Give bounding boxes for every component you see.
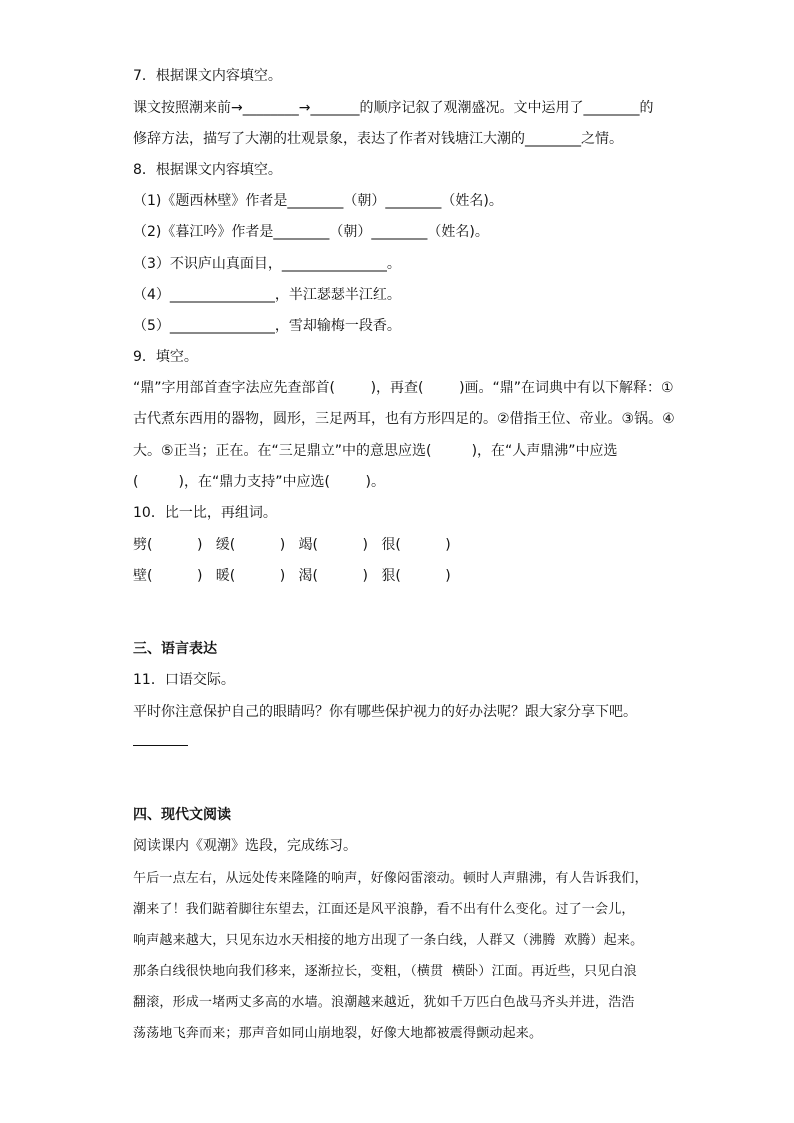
passage-line-4: 那条白线很快地向我们移来，逐渐拉长，变粗，（横贯 横卧）江面。再近些，只见白浪 [133, 964, 637, 979]
q8-item-4: （4）_______________，半江瑟瑟半江红。 [133, 287, 401, 303]
reading-intro: 阅读课内《观潮》选段，完成练习。 [133, 838, 357, 854]
q7-line-1: 课文按照潮来前→________→_______的顺序记叙了观潮盛况。文中运用了________的 [133, 100, 654, 116]
q8-item-5: （5）_______________，雪却输梅一段香。 [133, 318, 401, 334]
q9-line-4: ( )，在“鼎力支持”中应选( )。 [133, 474, 386, 490]
q9-line-2: 古代煮东西用的器物，圆形，三足两耳，也有方形四足的。②借指王位、帝业。③锅。④ [133, 411, 675, 427]
answer-blank-line [133, 745, 188, 746]
q11-text: 平时你注意保护自己的眼睛吗？你有哪些保护视力的好办法呢？跟大家分享下吧。 [133, 704, 637, 720]
q9-line-1: “鼎”字用部首查字法应先查部首( )，再查( )画。“鼎”在词典中有以下解释：① [133, 380, 674, 396]
passage-line-5: 翻滚，形成一堵两丈多高的水墙。浪潮越来越近，犹如千万匹白色战马齐头并进，浩浩 [133, 995, 635, 1010]
passage-line-1: 午后一点左右，从远处传来隆隆的响声，好像闷雷滚动。顿时人声鼎沸，有人告诉我们， [133, 871, 648, 886]
q8-item-3: （3）不识庐山真面目，_______________。 [133, 256, 401, 272]
q8-item-1: （1)《题西林壁》作者是________（朝）________（姓名)。 [133, 193, 503, 209]
passage-line-6: 荡荡地飞奔而来；那声音如同山崩地裂，好像大地都被震得颤动起来。 [133, 1026, 543, 1041]
section-3-heading: 三、语言表达 [133, 641, 217, 657]
q9-title: 9．填空。 [133, 349, 198, 365]
q10-row-2: 壁( ) 暖( ) 渴( ) 狠( ) [133, 568, 451, 584]
q8-item-2: （2)《暮江吟》作者是________（朝）________（姓名)。 [133, 224, 489, 240]
section-4-heading: 四、现代文阅读 [133, 807, 231, 823]
passage-line-2: 潮来了！我们踮着脚往东望去，江面还是风平浪静，看不出有什么变化。过了一会儿， [133, 902, 635, 917]
q11-title: 11．口语交际。 [133, 672, 235, 688]
q8-title: 8．根据课文内容填空。 [133, 162, 282, 178]
q10-row-1: 劈( ) 缓( ) 竭( ) 很( ) [133, 537, 451, 553]
q10-title: 10．比一比，再组词。 [133, 505, 277, 521]
q7-title: 7．根据课文内容填空。 [133, 68, 282, 84]
passage-line-3: 响声越来越大，只见东边水天相接的地方出现了一条白线，人群又（沸腾 欢腾）起来。 [133, 933, 644, 948]
q9-line-3: 大。⑤正当；正在。在“三足鼎立”中的意思应选( )，在“人声鼎沸”中应选 [133, 443, 618, 459]
q7-line-2: 修辞方法，描写了大潮的壮观景象，表达了作者对钱塘江大潮的________之情。 [133, 131, 623, 147]
